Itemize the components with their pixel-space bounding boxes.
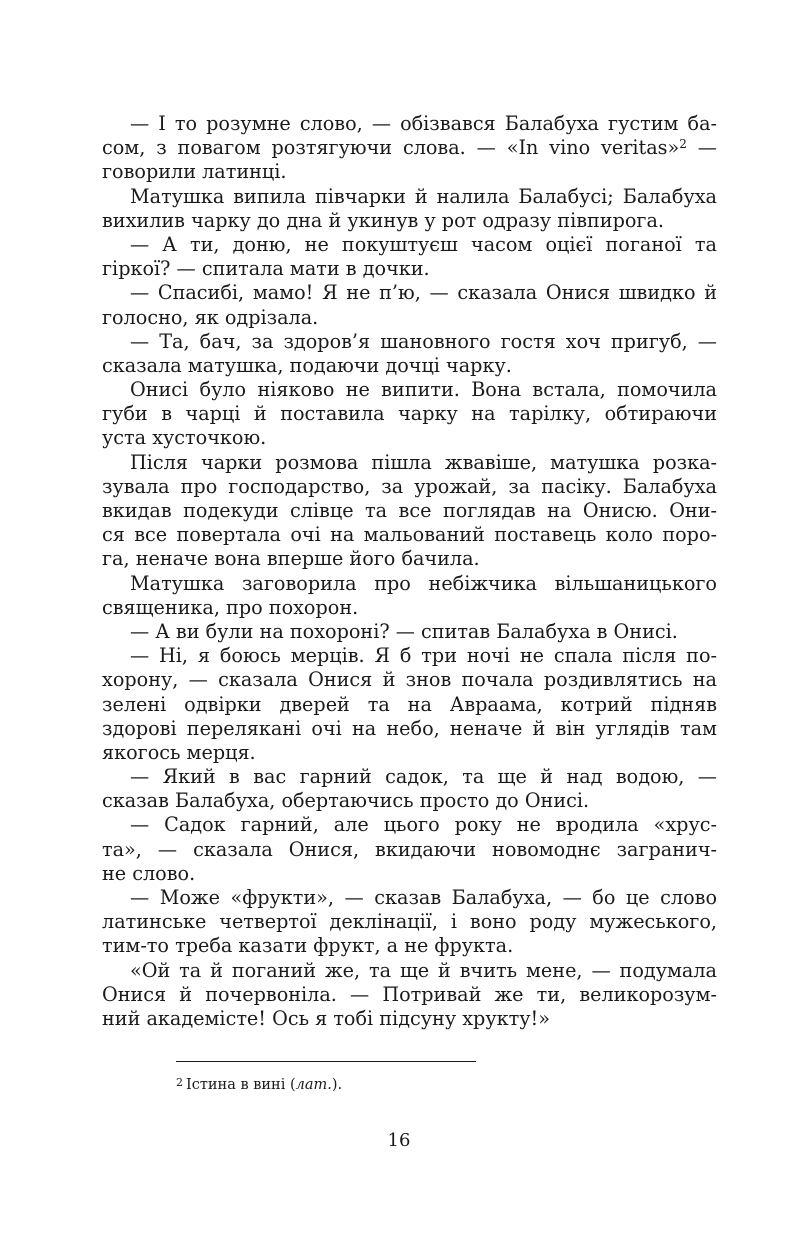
text-line bbox=[102, 572, 717, 596]
text-line-content: — І то розумне слово, — обізвався Балабуха густим ба- bbox=[130, 112, 717, 135]
text-line bbox=[102, 886, 717, 910]
text-line bbox=[102, 983, 717, 1007]
text-line bbox=[102, 668, 717, 692]
text-line-content: не слово. bbox=[102, 861, 196, 885]
text-line bbox=[102, 838, 717, 862]
text-line-content: Матушка заговорила про небіжчика вільшаницького bbox=[130, 571, 717, 595]
text-line-content: — Та, бач, за здоров’я шановного гостя хоч пригуб, — bbox=[130, 329, 717, 353]
text-line bbox=[102, 233, 717, 257]
text-line bbox=[102, 1007, 717, 1031]
text-line bbox=[102, 451, 717, 475]
text-line-content: якогось мерця. bbox=[102, 740, 256, 764]
text-line-content: гіркої? — спитала мати в дочки. bbox=[102, 257, 430, 281]
text-line-content: уста хусточкою. bbox=[102, 426, 267, 450]
text-line bbox=[102, 378, 717, 402]
text-line bbox=[102, 959, 717, 983]
text-line-content: хорону, — сказала Онися й знов почала роздивлятись на bbox=[102, 668, 717, 692]
text-line bbox=[102, 112, 717, 136]
text-line bbox=[102, 934, 717, 958]
text-line-content: — А ти, доню, не покуштуєш часом оцієї поганої та bbox=[130, 232, 717, 256]
text-line-content: здорові перелякані очі на небо, неначе й він углядів там bbox=[102, 716, 717, 740]
text-line bbox=[102, 813, 717, 837]
text-line bbox=[102, 426, 717, 450]
text-line bbox=[102, 644, 717, 668]
text-line-content: сом, з повагом розтягуючи слова. — «In vino veritas» bbox=[102, 136, 680, 160]
text-line-content: губи в чарці й поставила чарку на тарілку, обтираючи bbox=[102, 402, 717, 426]
text-line-content: латинське четвертої деклінації, і воно роду мужеського, bbox=[102, 910, 717, 934]
text-line bbox=[102, 717, 717, 741]
text-line-content: ся все повертала очі на мальований поставець коло поро- bbox=[102, 523, 717, 547]
text-line-content: зувала про господарство, за урожай, за пасіку. Балабуха bbox=[102, 474, 717, 498]
text-line-content: Онисі було ніяково не випити. Вона встала, помочила bbox=[130, 378, 717, 402]
text-line-content: Матушка випила півчарки й налила Балабусі; Балабуха bbox=[130, 184, 717, 208]
text-line bbox=[102, 789, 717, 813]
body-text bbox=[102, 112, 717, 1031]
text-line-content: говорили латинці. bbox=[102, 160, 287, 184]
footnote-abbreviation: лат. bbox=[295, 1077, 332, 1093]
text-line bbox=[102, 741, 717, 765]
text-line bbox=[102, 185, 717, 209]
text-line-tail: — bbox=[686, 136, 717, 160]
text-line bbox=[102, 910, 717, 934]
text-line bbox=[102, 475, 717, 499]
text-line-content: та», — сказала Онися, вкидаючи новомоднє загранич- bbox=[102, 837, 717, 861]
footnote-close: ). bbox=[331, 1077, 343, 1093]
text-line bbox=[102, 306, 717, 330]
text-line-content: — Який в вас гарний садок, та ще й над водою, — bbox=[130, 765, 717, 789]
text-line-content: вкидав подекуди слівце та все поглядав на Онисю. Они- bbox=[102, 499, 717, 522]
text-line bbox=[102, 330, 717, 354]
footnote-text: Істина в вині ( bbox=[186, 1077, 296, 1093]
footnote-divider bbox=[176, 1061, 476, 1062]
text-line bbox=[102, 281, 717, 305]
footnote bbox=[176, 1073, 342, 1095]
text-line-content: зелені одвірки дверей та на Авраама, котрий підняв bbox=[102, 692, 717, 716]
text-line-content: — Садок гарний, але цього року не вродила «хрус- bbox=[130, 813, 717, 837]
footnote-number: 2 bbox=[176, 1076, 183, 1089]
text-line-content: Після чарки розмова пішла жвавіше, матушка розка- bbox=[130, 450, 717, 474]
text-line bbox=[102, 693, 717, 717]
text-line-content: — Може «фрукти», — сказав Балабуха, — бо це слово bbox=[130, 886, 717, 909]
text-line bbox=[102, 257, 717, 281]
text-line bbox=[102, 209, 717, 233]
text-line bbox=[102, 547, 717, 571]
text-line bbox=[102, 862, 717, 886]
text-line-content: га, неначе вона вперше його бачила. bbox=[102, 547, 480, 571]
text-line bbox=[102, 523, 717, 547]
text-line bbox=[102, 765, 717, 789]
text-line-content: — А ви були на похороні? — спитав Балабуха в Онисі. bbox=[130, 619, 678, 643]
text-line-content: Онися й почервоніла. — Потривай же ти, великорозум- bbox=[102, 982, 717, 1006]
text-line bbox=[102, 136, 717, 160]
text-line bbox=[102, 596, 717, 620]
text-line-content: сказала матушка, подаючи дочці чарку. bbox=[102, 353, 512, 377]
text-line-content: — Спасибі, мамо! Я не п’ю, — сказала Онися швидко й bbox=[130, 281, 717, 305]
footnote-reference: 2 bbox=[679, 137, 687, 152]
text-line-content: тим-то треба казати фрукт, а не фрукта. bbox=[102, 934, 514, 958]
text-line bbox=[102, 620, 717, 644]
text-line-content: — Ні, я боюсь мерців. Я б три ночі не спала після по- bbox=[130, 644, 717, 668]
text-line-content: ний академісте! Ось я тобі підсуну хрукту!» bbox=[102, 1006, 550, 1030]
text-line-content: сказав Балабуха, обертаючись просто до Онисі. bbox=[102, 789, 590, 813]
text-line-content: голосно, як одрізала. bbox=[102, 305, 319, 329]
text-line bbox=[102, 354, 717, 378]
text-line-content: вихилив чарку до дна й укинув у рот одразу півпирога. bbox=[102, 208, 665, 232]
text-line-content: «Ой та й поганий же, та ще й вчить мене, — подумала bbox=[130, 958, 717, 982]
text-line bbox=[102, 160, 717, 184]
text-line-content: священика, про похорон. bbox=[102, 595, 359, 619]
page-number: 16 bbox=[387, 1130, 411, 1151]
text-line bbox=[102, 402, 717, 426]
text-line bbox=[102, 499, 717, 523]
